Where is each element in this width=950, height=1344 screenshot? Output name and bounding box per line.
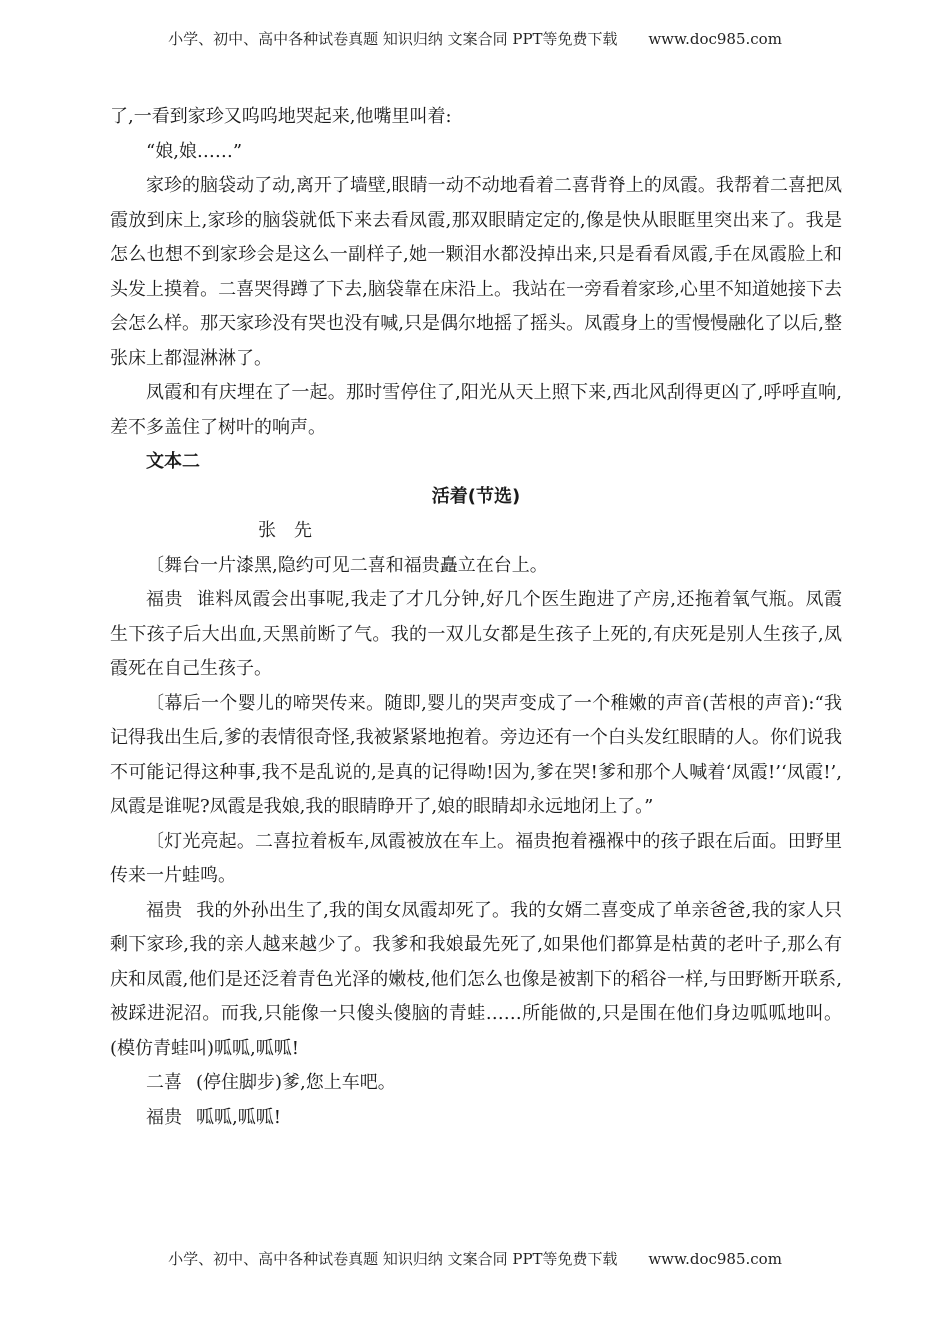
dialogue-text: 呱呱,呱呱! (196, 1106, 281, 1128)
page-header (0, 28, 950, 49)
dialogue-text: 我的外孙出生了,我的闺女凤霞却死了。我的女婿二喜变成了单亲爸爸,我的家人只剩下家珍,我的亲人越来越少了。我爹和我娘最先死了,如果他们都算是枯黄的老叶子,那么有庆和凤霞,他们是还泛着青色光泽的嫩枝,他们怎么也像是被割下的稻谷一样,与田野断开联系,被踩进泥沼。而我,只能像一只傻头傻脑的青蛙……所能做的,只是围在他们身边呱呱地叫。(模仿青蛙叫)呱呱,呱呱! (110, 899, 842, 1059)
dialogue (110, 894, 842, 1067)
author: 张先 (258, 520, 330, 541)
speaker: 福贵 (146, 589, 183, 610)
speaker: 福贵 (146, 1106, 182, 1128)
page-footer (0, 1248, 950, 1269)
paragraph: “娘,娘……” (146, 140, 243, 162)
dialogue (110, 1101, 842, 1136)
section-label: 文本二 (146, 451, 200, 472)
dialogue (110, 583, 842, 687)
section-title: 活着(节选) (431, 485, 521, 507)
header-site: www.doc985.com (648, 30, 782, 48)
paragraph: 家珍的脑袋动了动,离开了墙壁,眼睛一动不动地看着二喜背脊上的凤霞。我帮着二喜把凤霞放到床上,家珍的脑袋就低下来去看凤霞,那双眼睛定定的,像是快从眼眶里突出来了。我是怎么也想不到家珍会是这么一副样子,她一颗泪水都没掉出来,只是看看凤霞,手在凤霞脸上和头发上摸着。二喜哭得蹲了下去,脑袋靠在床沿上。我站在一旁看着家珍,心里不知道她接下去会怎么样。那天家珍没有哭也没有喊,只是偶尔地摇了摇头。凤霞身上的雪慢慢融化了以后,整张床上都湿淋淋了。 (110, 175, 842, 369)
speaker: 二喜 (146, 1072, 182, 1093)
footer-site: www.doc985.com (648, 1250, 782, 1268)
paragraph: 凤霞和有庆埋在了一起。那时雪停住了,阳光从天上照下来,西北风刮得更凶了,呼呼直响,差不多盖住了树叶的响声。 (110, 382, 842, 438)
dialogue-text: (停住脚步)爹,您上车吧。 (196, 1072, 396, 1093)
speaker: 福贵 (146, 899, 183, 921)
dialogue (110, 1066, 842, 1101)
stage-direction: 〔灯光亮起。二喜拉着板车,凤霞被放在车上。福贵抱着襁褓中的孩子跟在后面。田野里传来一片蛙鸣。 (110, 830, 842, 886)
header-text: 小学、初中、高中各种试卷真题 知识归纳 文案合同 PPT等免费下载 (168, 30, 618, 48)
document-body (110, 100, 842, 1135)
stage-direction: 〔舞台一片漆黑,隐约可见二喜和福贵矗立在台上。 (146, 554, 548, 576)
footer-text: 小学、初中、高中各种试卷真题 知识归纳 文案合同 PPT等免费下载 (168, 1250, 618, 1268)
paragraph: 了,一看到家珍又呜呜地哭起来,他嘴里叫着: (110, 106, 452, 127)
dialogue-text: 谁料凤霞会出事呢,我走了才几分钟,好几个医生跑进了产房,还拖着氧气瓶。凤霞生下孩子后大出血,天黑前断了气。我的一双儿女都是生孩子上死的,有庆死是别人生孩子,凤霞死在自己生孩子。 (110, 589, 842, 679)
stage-direction: 〔幕后一个婴儿的啼哭传来。随即,婴儿的哭声变成了一个稚嫩的声音(苦根的声音):“我记得我出生后,爹的表情很奇怪,我被紧紧地抱着。旁边还有一个白头发红眼睛的人。你们说我不可能记得这种事,我不是乱说的,是真的记得呦!因为,爹在哭!爹和那个人喊着‘凤霞!’‘凤霞!’,凤霞是谁呢?凤霞是我娘,我的眼睛睁开了,娘的眼睛却永远地闭上了。” (110, 692, 842, 817)
